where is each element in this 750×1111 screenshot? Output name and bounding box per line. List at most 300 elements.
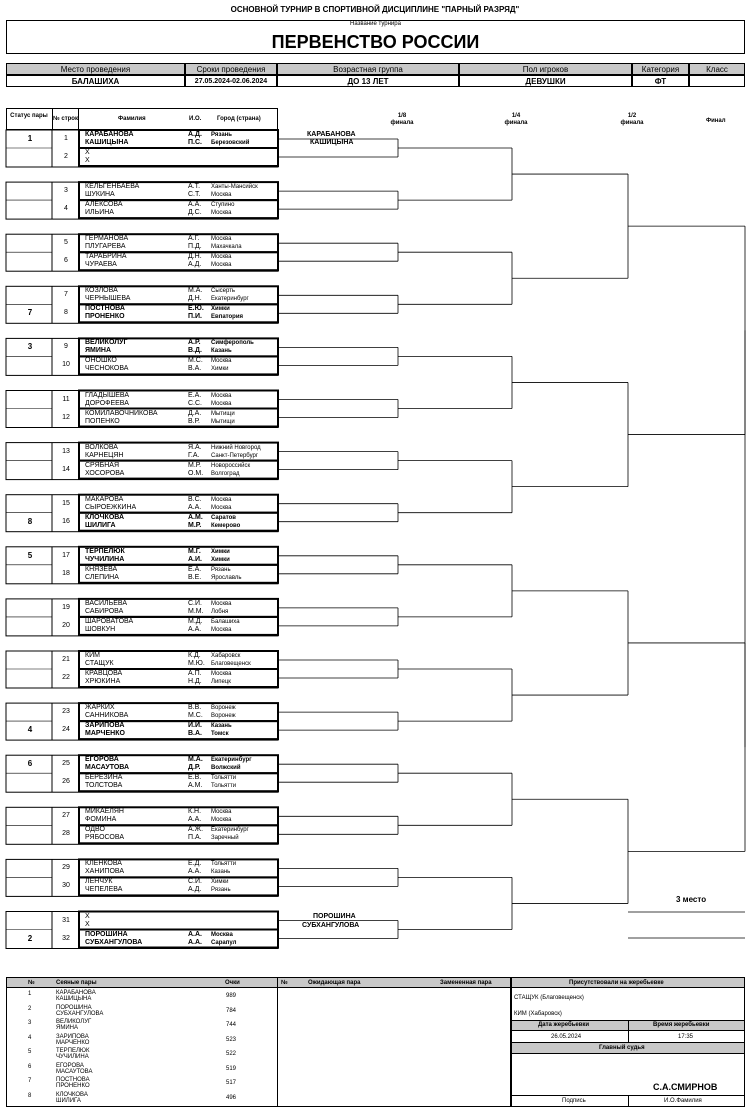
present-1: СТАЩУК (Благовещенск) [514,995,584,1001]
line-number: 24 [62,726,70,734]
seed-points: 744 [226,1022,237,1028]
seed-pair-b: ШИЛИГА [56,1097,81,1104]
player2-surname: ЯМИНА [85,347,112,355]
player2-city: Заречный [211,835,239,842]
player1-city: Москва [211,931,233,938]
seed-points: 519 [226,1065,237,1072]
player1-initials: А.А. [188,201,202,209]
line-number: 20 [62,621,70,629]
seed-pair-b: ЯМИНА [56,1025,78,1031]
player1-initials: Д.А. [188,409,202,417]
player2-initials: В.Е. [188,573,202,581]
player1-surname: ГЛАДЫШЕВА [85,391,130,399]
player2-initials: Д.Н. [188,295,202,303]
seed-points: 989 [226,993,237,999]
player2-initials: А.А. [188,816,202,824]
seed-number: 7 [27,308,33,318]
player1-city: Москва [211,496,232,503]
line-number: 19 [62,603,70,611]
line-number: 8 [64,309,68,317]
player2-city: Москва [211,626,232,633]
player1-initials: А.Д. [188,131,202,138]
line-number: 26 [62,778,70,786]
player1-surname: ТЕРПЕЛЮК [85,547,125,555]
player1-initials: Е.В. [188,774,202,782]
draw-line-15 [6,496,278,513]
line-number: 31 [62,916,70,924]
player1-surname: АЛЕКСОВА [85,201,123,209]
player1-surname: ЗАРИПОВА [85,722,125,730]
player2-surname: ХРЮКИНА [85,678,121,685]
tournament-name-label: Название турнира [350,21,401,27]
player2-surname: СУБХАНГУЛОВА [85,938,143,946]
player1-initials: Д.Н. [188,253,202,261]
player1-city: Балашиха [211,618,240,625]
seed-pair-b: МАСАУТОВА [56,1068,93,1075]
player2-initials: А.А. [188,503,202,511]
player1-city: Химки [211,306,230,313]
player1-surname: ЖАРКИХ [85,704,115,712]
line-number: 16 [62,517,70,525]
draw-line-22 [6,670,278,687]
col-city: Город (страна) [217,116,261,122]
player1-city: Новороссийск [211,462,251,469]
player1-surname: КРАВЦОВА [85,670,123,677]
player2-city: Санкт-Петербург [211,452,259,459]
player2-city: Березовский [211,140,250,146]
seed-pair-a: ПОСТНОВА [56,1077,90,1083]
player1-surname: ПОРОШИНА [85,930,128,938]
player2-initials: П.С. [188,139,202,146]
category-value: ФТ [632,75,689,87]
seed-pair-a: ЕГОРОВА [56,1062,84,1069]
player2-initials: А.Д. [188,261,202,269]
player1-city: Саратов [211,514,236,521]
player1-initials: К.Н. [188,808,202,816]
player1-surname: ГЕРМАНОВА [85,235,129,243]
player1-surname: КИМ [85,652,100,659]
seed-number: 4 [27,725,33,735]
line-number: 2 [64,153,68,160]
draw-line-11 [6,392,278,409]
player2-initials: М.С. [188,712,203,720]
player1-initials: А.Т. [188,183,201,191]
line-number: 18 [62,569,70,577]
draw-time: 17:35 [678,1034,694,1040]
winner-line1-a: КАРАБАНОВА [307,131,356,138]
player1-surname: КАРАБАНОВА [85,131,134,138]
player2-initials: Г.А. [188,451,200,459]
player1-city: Москва [211,809,232,816]
draw-line-4 [6,201,278,218]
player2-city: Москва [211,210,232,217]
draw-line-30 [6,878,278,895]
player2-initials: Н.Д. [188,678,202,685]
player1-initials: М.Д. [188,617,203,625]
player1-initials: К.Д. [188,652,201,659]
player2-initials: М.Р. [188,521,202,529]
line-number: 29 [62,864,70,872]
player2-surname: ЧУРАЕВА [85,261,117,269]
player1-city: Ступино [211,202,235,209]
dates-label: Сроки проведения [185,63,277,75]
seed-n: 6 [28,1063,32,1070]
player2-surname: САННИКОВА [85,712,129,720]
seeds-h-waiting: Ожидающая пара [308,980,361,986]
player1-city: Мытищи [211,410,235,417]
seed-pair-a: ВЕЛИКОЛУГ [56,1019,92,1025]
player2-city: Москва [211,400,232,407]
gender-value: ДЕВУШКИ [459,75,632,87]
sign-label: Подпись [562,1098,586,1104]
line-number: 12 [62,413,70,421]
line-number: 7 [64,291,68,299]
player1-city: Воронеж [211,705,236,712]
line-number: 27 [62,812,70,820]
seed-points: 517 [226,1080,237,1086]
seed-pair-a: КЛОЧКОВА [56,1091,88,1098]
age-label: Возрастная группа [277,63,459,75]
player2-city: Москва [211,262,232,269]
line-number: 15 [62,499,70,507]
player2-surname: ХОСОРОВА [85,469,125,477]
player2-surname: Х [85,157,90,164]
player2-initials: С.С. [188,399,202,407]
player1-surname: ОНОШКО [85,357,117,365]
player2-initials: В.А. [188,730,202,738]
present-2: КИМ (Хабаровск) [514,1011,562,1017]
player1-initials: С.И. [188,878,202,886]
player1-surname: КНЯЗЕВА [85,565,118,573]
line-number: 21 [62,656,70,663]
player2-surname: СЫРОЕЖКИНА [85,503,137,511]
player1-surname: МИКАЕЛЯН [85,808,124,816]
line-number: 32 [62,934,70,942]
draw-line-19 [6,600,278,617]
draw-line-29 [6,860,278,877]
winner-line1-b: КАШИЦЫНА [310,139,354,146]
player2-initials: М.Ю. [188,660,205,667]
player1-initials: Е.Д. [188,860,202,868]
col-surname: Фамилия [118,116,146,122]
document-title: ОСНОВНОЙ ТУРНИР В СПОРТИВНОЙ ДИСЦИПЛИНЕ "ПАРНЫЙ РАЗРЯД" [230,5,520,14]
player1-city: Сысерть [211,288,236,295]
player1-initials: И.И. [188,722,202,730]
player1-surname: СРЯБНАЯ [85,461,119,469]
line-number: 1 [64,135,68,142]
player2-surname: ЧУЧИЛИНА [85,555,125,563]
fio-label: И.О.Фамилия [664,1098,702,1104]
player1-city: Симферополь [211,340,254,347]
player2-city: Евпатория [211,314,244,321]
player1-surname: МАКАРОВА [85,495,124,503]
player2-surname: ДОРОФЕЕВА [85,399,129,407]
line-number: 22 [62,674,70,681]
player2-surname: Х [85,920,90,928]
line-number: 10 [62,361,70,369]
seed-number: 5 [27,550,33,560]
player2-surname: СЛЕПИНА [85,573,119,581]
player2-city: Москва [211,817,232,824]
line-number: 14 [62,465,70,473]
line-number: 17 [62,551,70,559]
judge-name: С.А.СМИРНОВ [653,1082,718,1092]
player2-initials: А.А. [188,625,202,633]
player1-initials: А.П. [188,670,202,677]
player2-surname: ШУКИНА [85,191,115,199]
seed-pair-b: КАШИЦЫНА [56,996,92,1002]
seed-n: 2 [28,1005,32,1012]
draw-line-10 [6,357,278,374]
player2-surname: МАРЧЕНКО [85,730,125,738]
player2-city: Сарапул [211,939,237,946]
seed-n: 3 [28,1020,32,1026]
player1-city: Москва [211,236,232,243]
player1-initials: М.Р. [188,461,202,469]
seed-pair-a: ТЕРПЕЛЮК [56,1048,90,1054]
seed-n: 4 [28,1034,32,1041]
col-sf: 1/2 финала [620,113,644,126]
venue-label: Место проведения [6,63,185,75]
seed-n: 8 [28,1092,32,1099]
seed-n: 1 [28,991,32,997]
player2-surname: ПЛУГАРЕВА [85,243,126,251]
draw-time-label: Время жеребьевки [653,1022,710,1028]
player2-surname: ЧЕПЕЛЕВА [85,886,123,894]
player2-surname: КАШИЦЫНА [85,139,129,146]
seed-pair-b: ЧУЧИЛИНА [56,1054,89,1060]
player1-surname: ШАРОВАТОВА [85,617,134,625]
player2-surname: ШОВКУН [85,625,116,633]
player2-city: Воронеж [211,713,236,720]
tournament-name-box [6,20,745,54]
player1-city: Москва [211,600,232,607]
line-number: 9 [64,343,68,351]
player1-surname: ЛЕНЧУК [85,878,113,886]
player2-city: Москва [211,192,232,199]
player2-surname: ШИЛИГА [85,521,116,529]
dates-value: 27.05.2024-02.06.2024 [185,75,277,87]
seed-points: 784 [226,1007,237,1014]
winner-line32-b: СУБХАНГУЛОВА [302,922,360,929]
player2-surname: ЧЕСНОКОВА [85,365,129,373]
player1-surname: ТАРАБРИНА [85,253,127,261]
player2-initials: А.А. [188,868,202,876]
player2-initials: Д.С. [188,209,202,217]
player2-surname: МАСАУТОВА [85,764,130,772]
draw-line-31 [6,913,278,930]
seed-number: 1 [27,134,33,143]
player1-city: Тольятти [211,861,237,868]
player2-surname: САБИРОВА [85,607,124,615]
col-final: Финал [706,118,726,124]
player2-surname: ХАНИПОВА [85,868,125,876]
draw-line-27 [6,808,278,825]
player1-initials: М.Г. [188,547,201,555]
player1-city: Рязань [211,132,232,138]
seeds-h-replaced: Замененная пара [440,980,492,986]
seed-points: 496 [226,1094,237,1101]
player1-surname: Х [85,912,90,920]
player1-surname: ВЕЛИКОЛУГ [85,339,128,347]
draw-date: 26.05.2024 [551,1034,582,1040]
player1-city: Екатеринбург [211,757,252,764]
draw-line-2 [6,149,278,166]
player2-initials: В.Д. [188,347,202,355]
player2-city: Липецк [211,679,231,685]
draw-line-6 [6,253,278,270]
player2-city: Волгоград [211,470,240,477]
player2-initials: О.М. [188,469,204,477]
line-number: 5 [64,239,68,247]
player2-city: Ярославль [211,574,242,581]
judge-label: Главный судья [599,1045,645,1051]
player1-surname: ОДВО [85,826,105,834]
player2-initials: Д.Р. [188,764,201,772]
player1-initials: В.С. [188,495,202,503]
player2-city: Рязань [211,887,231,894]
line-number: 13 [62,447,70,455]
seed-pair-b: МАРЧЕНКО [56,1039,90,1046]
player2-city: Екатеринбург [211,296,249,303]
player1-city: Казань [211,723,232,730]
col-qf: 1/4 финала [504,113,528,126]
line-number: 4 [64,205,68,213]
seed-number: 6 [27,759,33,769]
seeds-h-pairs: Сеяные пары [56,980,97,986]
player1-surname: ЕГОРОВА [85,756,119,764]
player2-initials: А.Д. [188,886,202,894]
line-number: 23 [62,708,70,716]
player1-initials: А.Ж. [188,826,204,834]
player2-city: Волжский [211,765,241,772]
seed-number: 3 [27,342,33,352]
player2-initials: А.И. [188,555,202,563]
player1-city: Нижний Новгород [211,444,261,451]
player1-city: Москва [211,358,232,365]
player2-initials: В.А. [188,365,202,373]
player2-city: Лобня [211,608,229,615]
present-title: Присутствовали на жеребьевке [569,980,664,986]
seeds-h-n: № [28,980,35,986]
gender-label: Пол игроков [459,63,632,75]
player1-initials: Е.А. [188,391,202,399]
player1-city: Москва [211,671,232,677]
seed-number: 2 [27,933,33,943]
seed-pair-b: СУБХАНГУЛОВА [56,1010,104,1017]
line-number: 25 [62,760,70,768]
player1-initials: А.М. [188,513,203,521]
player1-surname: КЕЛЬГЕНБАЕВА [85,183,140,191]
player1-initials: М.А. [188,287,203,295]
player2-city: Казань [211,869,231,876]
seed-pair-a: ПОРОШИНА [56,1004,92,1011]
player2-surname: ИЛЬИНА [85,209,114,217]
player1-surname: БЕРЕЗИНА [85,774,123,782]
player2-surname: РЯБОСОВА [85,834,124,842]
player2-surname: КАРНЕЦЯН [85,451,124,459]
player1-initials: А.Г. [188,235,200,243]
seed-pair-a: ЗАРИПОВА [56,1033,89,1040]
col-status: Статус пары [10,113,48,119]
line-number: 11 [62,395,70,403]
player1-initials: Е.Ю. [188,305,204,313]
player1-surname: КОЗЛОВА [85,287,118,295]
col-num: № строк [53,116,78,122]
player1-city: Москва [211,254,232,261]
line-number: 6 [64,257,68,265]
third-place-label: 3 место [676,895,707,904]
player1-city: Хабаровск [211,653,241,659]
player2-initials: С.Т. [188,191,201,199]
seed-number: 8 [27,516,33,526]
player2-city: Химки [211,366,229,373]
player2-city: Тольятти [211,783,237,790]
seed-n: 5 [28,1049,32,1055]
player2-initials: П.Д. [188,243,202,251]
player2-initials: А.А. [188,938,202,946]
player1-initials: М.С. [188,357,203,365]
seeds-h-pts: Очки [225,980,240,986]
category-label: Категория [632,63,689,75]
age-value: ДО 13 ЛЕТ [277,75,459,87]
player2-city: Томск [211,731,229,738]
line-number: 3 [64,187,68,195]
player2-city: Химки [211,556,230,563]
col-r16: 1/8 финала [390,113,414,126]
player1-surname: ВОЛКОВА [85,443,118,451]
player2-surname: ФОМИНА [85,816,117,824]
player1-city: Рязань [211,566,231,573]
draw-date-label: Дата жеребьевки [538,1022,590,1028]
venue-value: БАЛАШИХА [6,75,185,87]
seed-points: 522 [226,1051,237,1057]
player1-initials: А.Р. [188,339,201,347]
winner-line32-a: ПОРОШИНА [313,913,356,920]
player2-surname: СТАЩУК [85,660,114,667]
seed-points: 523 [226,1036,237,1043]
draw-line-23 [6,704,278,721]
player2-city: Кемерово [211,522,241,529]
class-label: Класс [689,63,745,75]
player2-surname: ТОЛСТОВА [85,782,123,790]
player2-city: Москва [211,504,232,511]
player2-city: Благовещенск [211,661,251,667]
player2-city: Казань [211,348,232,355]
player1-initials: Е.А. [188,565,202,573]
player1-surname: КЛЕНКОВА [85,860,122,868]
col-io: И.О. [189,116,202,122]
player1-initials: С.И. [188,599,202,607]
seed-pair-b: ПРОНЕНКО [56,1083,90,1089]
player2-initials: М.М. [188,607,204,615]
player1-initials: В.В. [188,704,202,712]
line-number: 28 [62,830,70,838]
seed-n: 7 [28,1078,32,1084]
player1-initials: А.А. [188,930,202,938]
player1-surname: Х [85,149,90,156]
draw-line-26 [6,774,278,791]
player2-surname: ПРОНЕНКО [85,313,125,321]
player1-city: Москва [211,392,232,399]
player1-surname: ПОСТНОВА [85,305,125,313]
player2-initials: В.Р. [188,417,200,425]
player1-city: Химки [211,879,229,886]
player2-initials: П.А. [188,834,202,842]
line-number: 30 [62,882,70,890]
player1-city: Тольятти [211,775,237,782]
seeds-h-n2: № [281,980,288,986]
